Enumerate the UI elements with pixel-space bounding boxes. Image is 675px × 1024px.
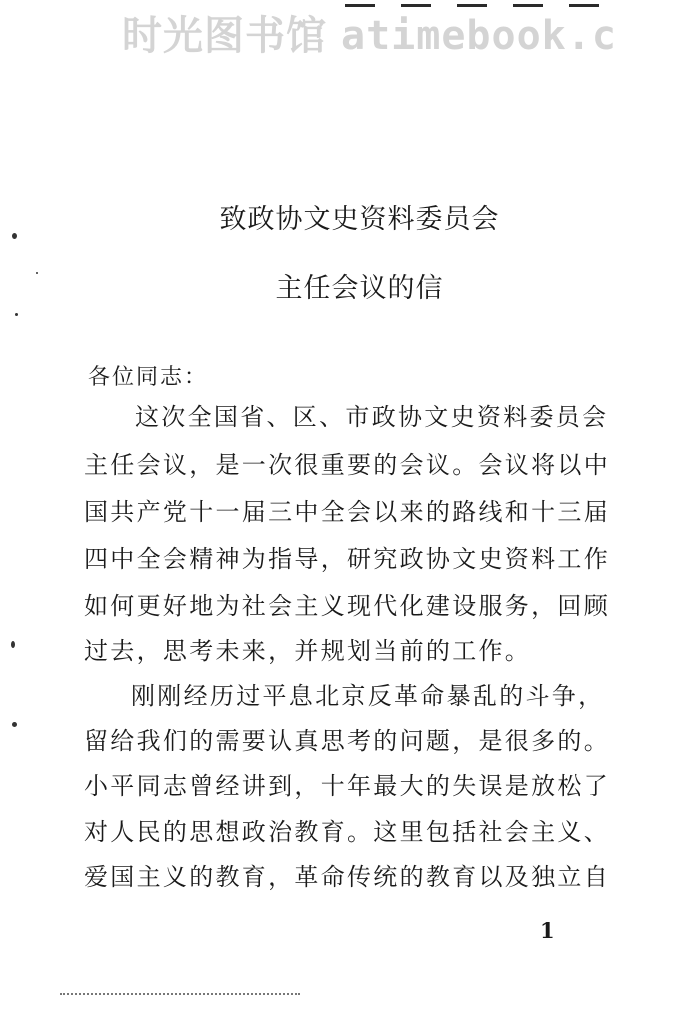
body-line: 主任会议，是一次很重要的会议。会议将以中 bbox=[84, 451, 610, 479]
body-line: 国共产党十一届三中全会以来的路线和十三届 bbox=[84, 498, 610, 526]
scan-speck bbox=[36, 272, 38, 274]
body-line: 对人民的思想政治教育。这里包括社会主义、 bbox=[84, 818, 610, 846]
scan-speck bbox=[15, 313, 18, 316]
page-number: 1 bbox=[540, 918, 555, 943]
body-line: 如何更好地为社会主义现代化建设服务，回顾 bbox=[84, 592, 610, 620]
scan-edge-dots bbox=[60, 993, 300, 997]
salutation: 各位同志： bbox=[88, 365, 209, 390]
body-line: 留给我们的需要认真思考的问题，是很多的。 bbox=[84, 727, 610, 755]
scan-speck bbox=[11, 641, 15, 648]
watermark-chinese: 时光图书馆 bbox=[122, 13, 327, 59]
body-line: 刚刚经历过平息北京反革命暴乱的斗争， bbox=[131, 682, 605, 710]
watermark bbox=[122, 4, 617, 61]
watermark-latin: atimebook.c bbox=[341, 13, 617, 59]
body-line: 爱国主义的教育，革命传统的教育以及独立自 bbox=[84, 863, 610, 891]
scan-speck bbox=[12, 722, 17, 727]
body-line: 四中全会精神为指导，研究政协文史资料工作 bbox=[84, 545, 610, 573]
page-title-line-1: 致政协文史资料委员会 bbox=[219, 204, 500, 235]
page-title-line-2: 主任会议的信 bbox=[275, 273, 444, 304]
body-line: 过去，思考未来，并规划当前的工作。 bbox=[84, 637, 532, 665]
body-line: 小平同志曾经讲到，十年最大的失误是放松了 bbox=[84, 772, 610, 800]
scan-speck bbox=[12, 233, 17, 239]
body-line: 这次全国省、区、市政协文史资料委员会 bbox=[135, 403, 609, 431]
